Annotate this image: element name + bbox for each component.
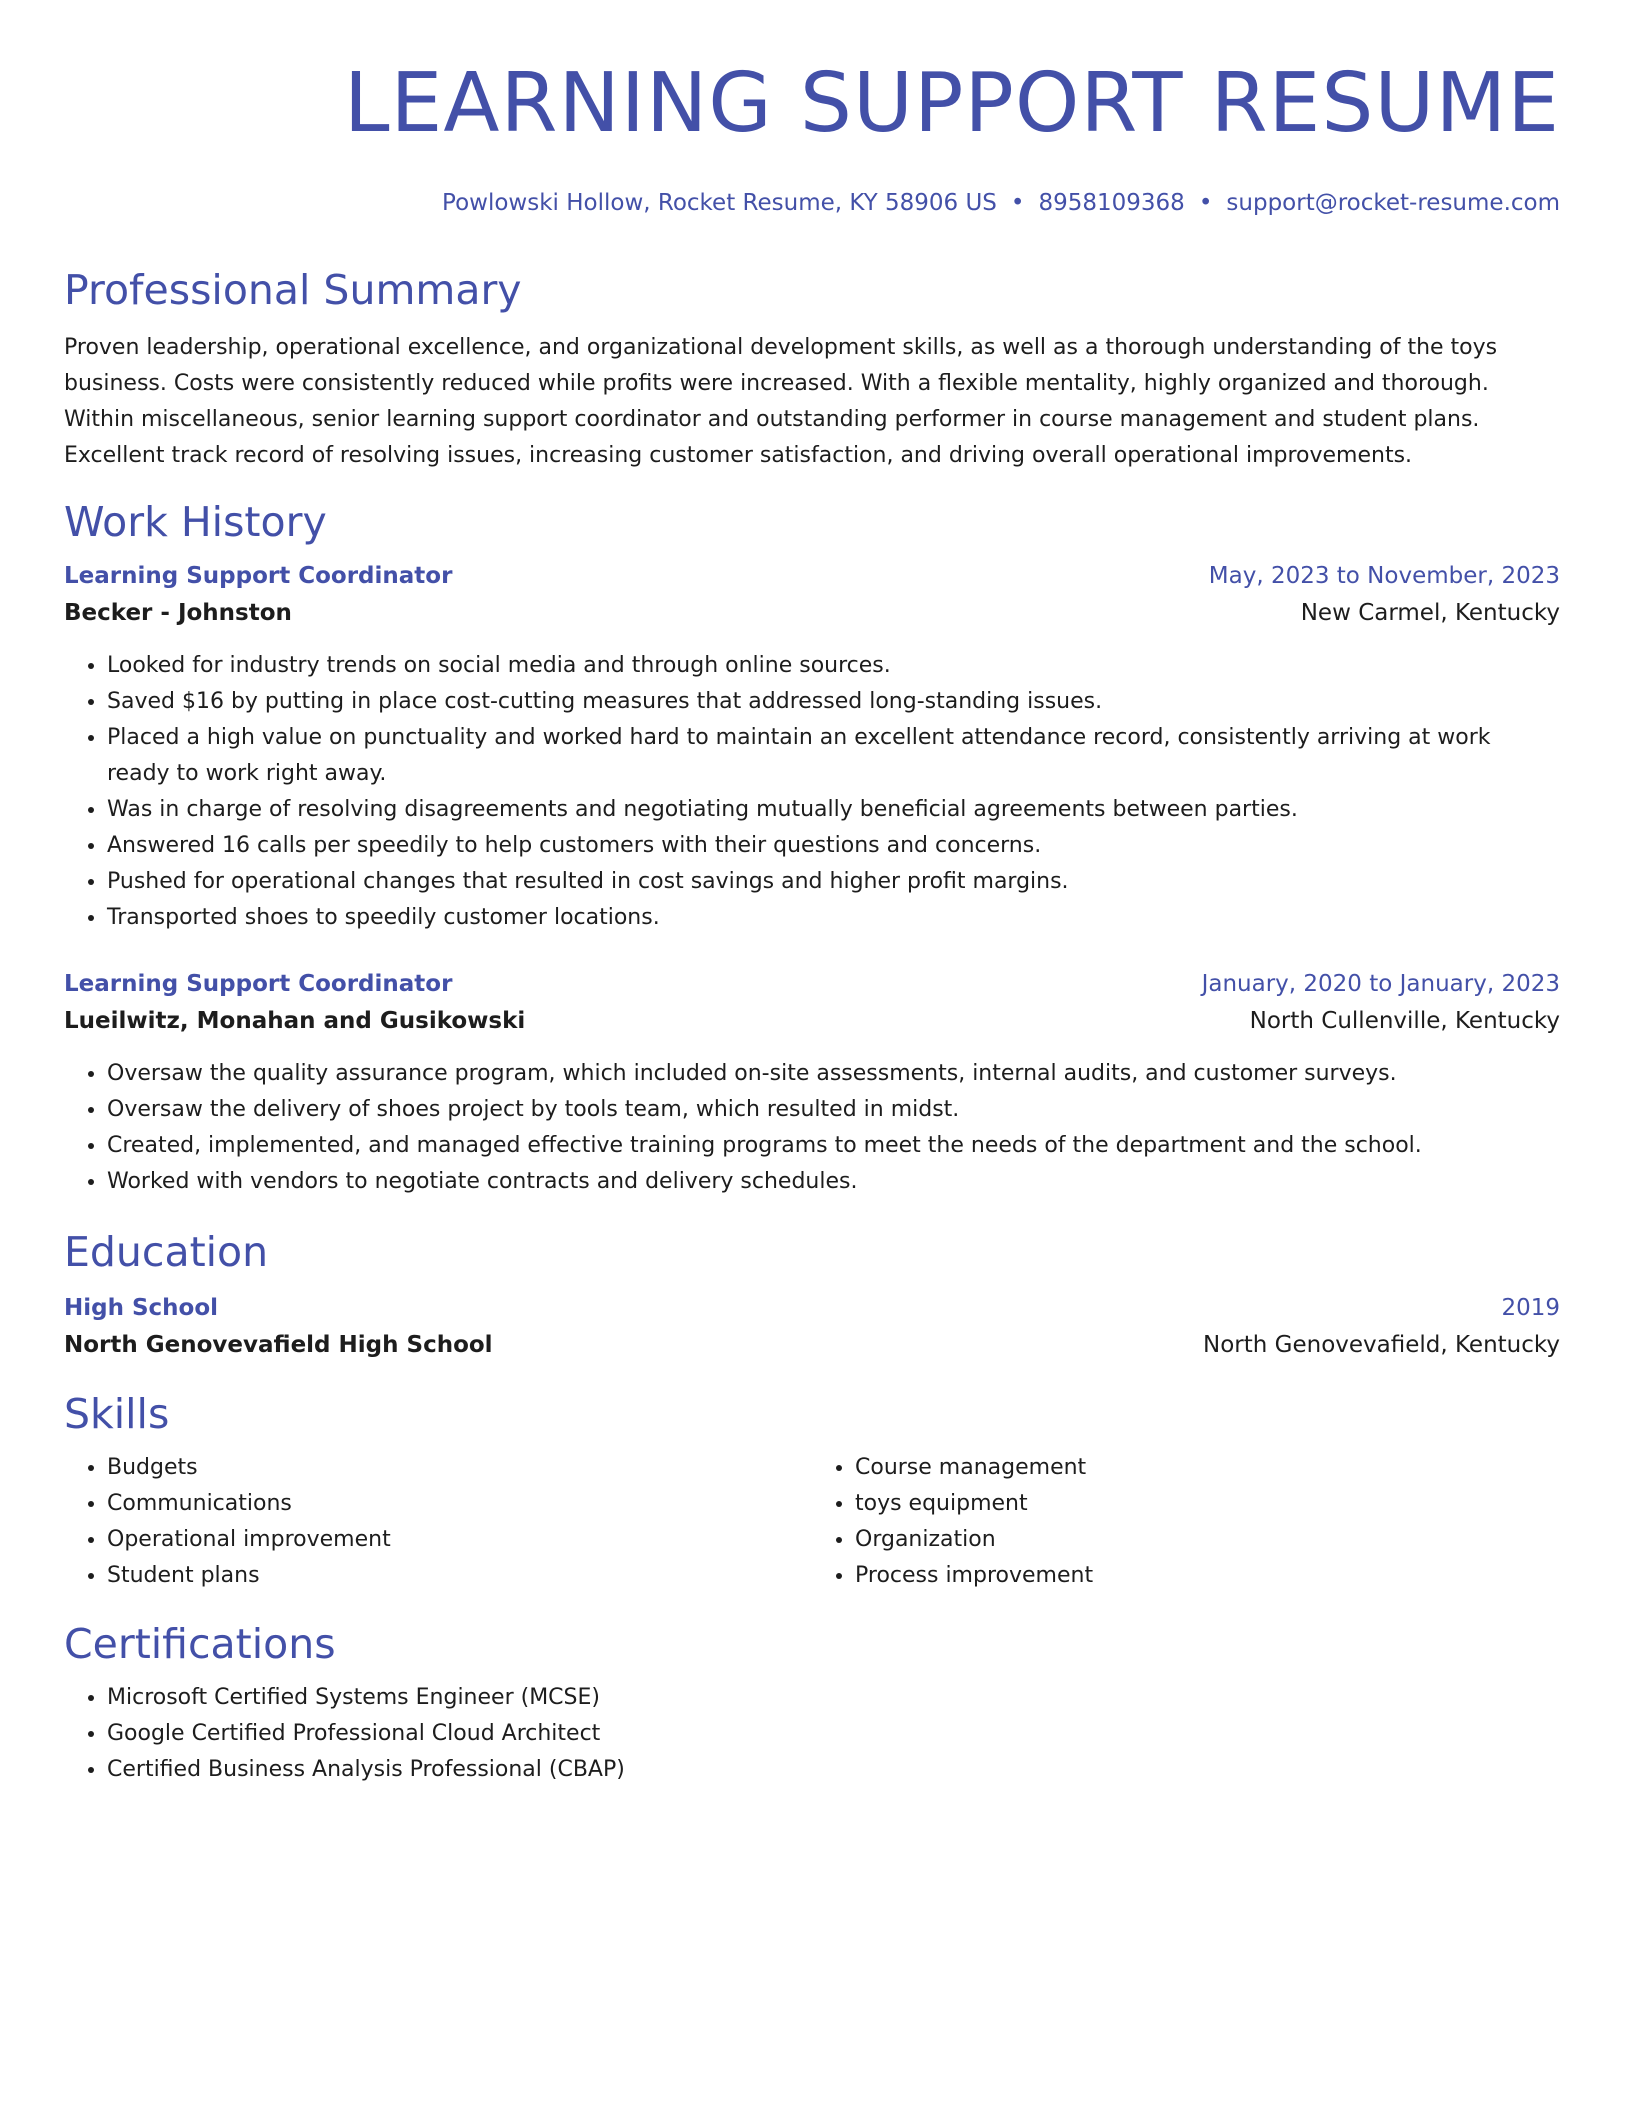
education-heading: Education bbox=[64, 1228, 269, 1276]
list-item: • Oversaw the delivery of shoes project by tools team, which resulted in midst. bbox=[107, 1092, 1560, 1128]
list-item: • Was in charge of resolving disagreements and negotiating mutually beneficial agreements between parties. bbox=[107, 792, 1560, 828]
job-entry bbox=[64, 966, 1560, 1200]
education-entry bbox=[64, 1290, 1560, 1364]
job-dates: January, 2020 to January, 2023 bbox=[1201, 971, 1560, 997]
company-name: Becker - Johnston bbox=[64, 600, 292, 626]
skills-column-left bbox=[64, 1450, 812, 1594]
list-item: • Google Certified Professional Cloud Architect bbox=[107, 1716, 1560, 1752]
separator-dot: • bbox=[1010, 190, 1025, 216]
job-title: Learning Support Coordinator bbox=[64, 563, 453, 589]
list-item: • Worked with vendors to negotiate contracts and delivery schedules. bbox=[107, 1164, 1560, 1200]
company-name: Lueilwitz, Monahan and Gusikowski bbox=[64, 1008, 526, 1034]
list-item: • Organization bbox=[855, 1522, 1560, 1558]
contact-line bbox=[64, 188, 1560, 218]
school-location: North Genovevafield, Kentucky bbox=[1203, 1332, 1560, 1358]
list-item: • Placed a high value on punctuality and worked hard to maintain an excellent attendance record, consistently arriving at work ready to work right away. bbox=[107, 720, 1560, 792]
skills-list bbox=[64, 1450, 1560, 1594]
skills-heading: Skills bbox=[64, 1390, 170, 1438]
list-item: • Saved $16 by putting in place cost-cutting measures that addressed long-standing issues. bbox=[107, 684, 1560, 720]
list-item: • Transported shoes to speedily customer locations. bbox=[107, 900, 1560, 936]
list-item: • Student plans bbox=[107, 1558, 812, 1594]
graduation-year: 2019 bbox=[1501, 1295, 1560, 1321]
list-item: • Looked for industry trends on social media and through online sources. bbox=[107, 648, 1560, 684]
list-item: • Certified Business Analysis Professional (CBAP) bbox=[107, 1752, 1560, 1788]
contact-address: Powlowski Hollow, Rocket Resume, KY 58906 US bbox=[442, 190, 997, 216]
job-bullets bbox=[64, 648, 1560, 936]
degree: High School bbox=[64, 1295, 219, 1321]
list-item: • Oversaw the quality assurance program, which included on-site assessments, internal audits, and customer surveys. bbox=[107, 1056, 1560, 1092]
work-history-heading: Work History bbox=[64, 498, 327, 546]
school-name: North Genovevafield High School bbox=[64, 1332, 493, 1358]
job-title: Learning Support Coordinator bbox=[64, 971, 453, 997]
contact-phone: 8958109368 bbox=[1038, 190, 1185, 216]
summary-heading: Professional Summary bbox=[64, 266, 522, 314]
summary-text: Proven leadership, operational excellence, and organizational development skills, as well as a thorough understanding of the toys business. Costs were consistently reduced while profits were increased. With a flexible mentality, highly organized and thorough. Within miscellaneous, senior learning support coordinator and outstanding performer in course management and student plans. Excellent track record of resolving issues, increasing customer satisfaction, and driving overall operational improvements. bbox=[64, 335, 1498, 468]
list-item: • Course management bbox=[855, 1450, 1560, 1486]
list-item: • Budgets bbox=[107, 1450, 812, 1486]
list-item: • Communications bbox=[107, 1486, 812, 1522]
contact-email[interactable]: support@rocket-resume.com bbox=[1226, 190, 1560, 216]
skills-column-right bbox=[812, 1450, 1560, 1594]
job-location: New Carmel, Kentucky bbox=[1300, 600, 1560, 626]
certifications-heading: Certifications bbox=[64, 1620, 336, 1668]
list-item: • toys equipment bbox=[855, 1486, 1560, 1522]
job-location: North Cullenville, Kentucky bbox=[1249, 1008, 1560, 1034]
certifications-list bbox=[64, 1680, 1560, 1788]
job-bullets bbox=[64, 1056, 1560, 1200]
resume-page bbox=[64, 0, 1560, 1788]
list-item: • Operational improvement bbox=[107, 1522, 812, 1558]
list-item: • Process improvement bbox=[855, 1558, 1560, 1594]
list-item: • Pushed for operational changes that resulted in cost savings and higher profit margins. bbox=[107, 864, 1560, 900]
list-item: • Created, implemented, and managed effective training programs to meet the needs of the department and the school. bbox=[107, 1128, 1560, 1164]
resume-title: LEARNING SUPPORT RESUME bbox=[343, 56, 1560, 151]
job-entry bbox=[64, 558, 1560, 936]
list-item: • Microsoft Certified Systems Engineer (MCSE) bbox=[107, 1680, 1560, 1716]
separator-dot: • bbox=[1198, 190, 1213, 216]
list-item: • Answered 16 calls per speedily to help customers with their questions and concerns. bbox=[107, 828, 1560, 864]
job-dates: May, 2023 to November, 2023 bbox=[1208, 563, 1560, 589]
